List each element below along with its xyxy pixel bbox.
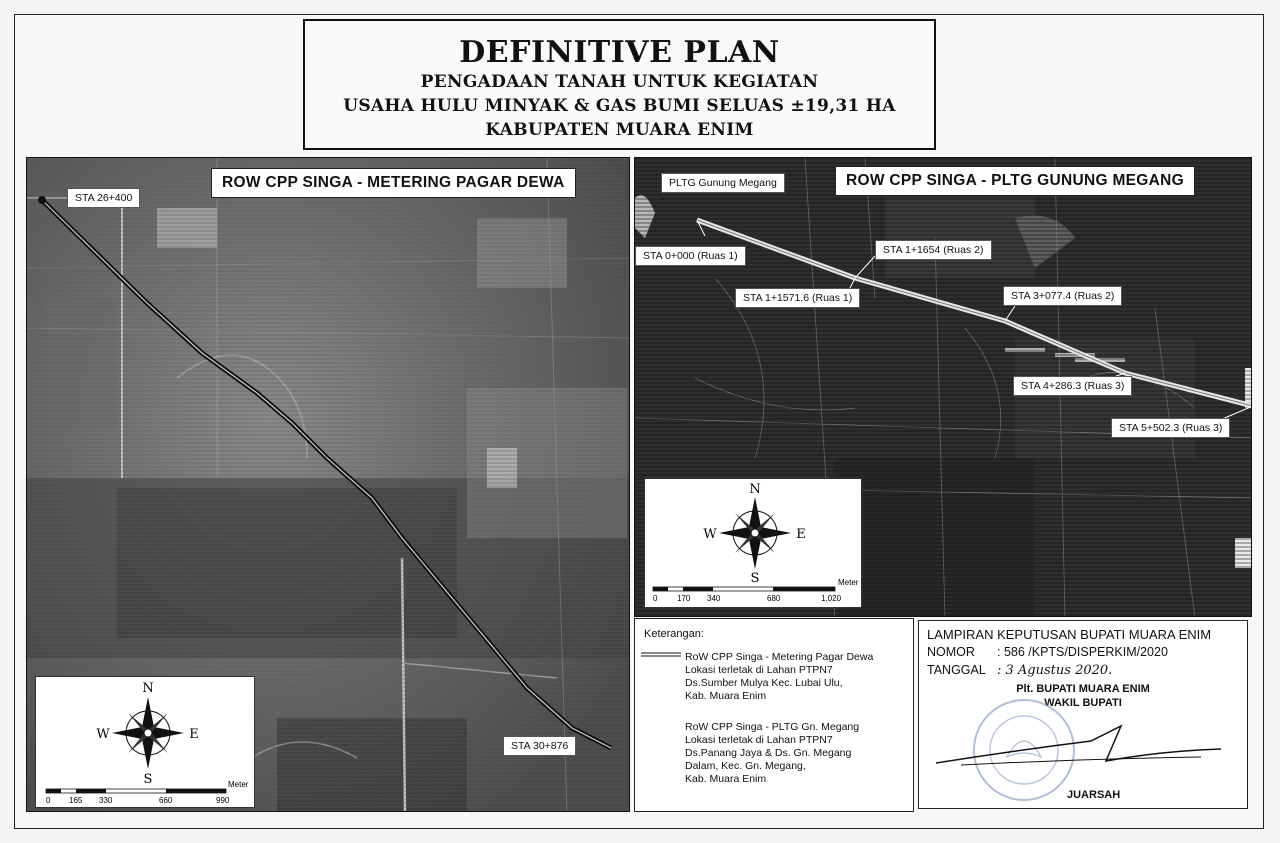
compass-w: W <box>96 727 110 742</box>
title-block <box>303 19 936 150</box>
legend-item-2-line-4: Dalam, Kec. Gn. Megang, <box>685 760 806 772</box>
legend-item-1 <box>685 651 873 703</box>
right-scale-unit: Meter <box>838 578 859 587</box>
right-scale-tick-4: 1.020 <box>821 594 842 603</box>
official-name: JUARSAH <box>1067 789 1121 801</box>
compass-s: S <box>143 772 153 787</box>
sta-label-start: STA 26+400 <box>67 188 140 208</box>
nomor-label: NOMOR <box>927 645 975 659</box>
sta-label-2: STA 1+1571.6 (Ruas 1) <box>735 288 860 308</box>
sta-label-4: STA 4+286.3 (Ruas 3) <box>1013 376 1132 396</box>
pltg-label: PLTG Gunung Megang <box>661 173 785 193</box>
sta-label-0: STA 0+000 (Ruas 1) <box>635 246 746 266</box>
right-scale-bar <box>653 587 835 591</box>
nomor-value: : 586 /KPTS/DISPERKIM/2020 <box>997 645 1168 659</box>
right-map-panel <box>634 157 1252 617</box>
compass-e: E <box>189 727 199 742</box>
lampiran-box <box>918 620 1248 809</box>
compass-rose-icon <box>36 677 256 809</box>
sta-label-1: STA 1+1654 (Ruas 2) <box>875 240 992 260</box>
sta-label-end: STA 30+876 <box>503 736 576 756</box>
tanggal-value: : 3 Agustus 2020. <box>997 663 1113 678</box>
right-compass-box <box>644 478 862 608</box>
right-scale-tick-1: 170 <box>677 594 691 603</box>
left-compass-box <box>35 676 255 808</box>
lampiran-title: LAMPIRAN KEPUTUSAN BUPATI MUARA ENIM <box>927 627 1212 642</box>
official-title: Plt. BUPATI MUARA ENIM <box>1016 683 1150 695</box>
legend-item-2-line-5: Kab. Muara Enim <box>685 773 767 785</box>
subtitle-line-1: PENGADAAN TANAH UNTUK KEGIATAN <box>420 72 819 92</box>
left-scale-tick-0: 0 <box>46 796 51 805</box>
compass-e: E <box>796 527 806 542</box>
legend-heading: Keterangan: <box>644 628 704 640</box>
subtitle-line-2: USAHA HULU MINYAK & GAS BUMI SELUAS ±19,31 HA <box>343 96 896 116</box>
left-scale-tick-2: 330 <box>99 796 113 805</box>
legend-item-2-line-2: Lokasi terletak di Lahan PTPN7 <box>685 734 833 746</box>
left-scale-bar <box>46 789 226 793</box>
tanggal-label: TANGGAL <box>927 663 986 677</box>
left-scale-unit: Meter <box>228 780 249 789</box>
left-scale-tick-1: 165 <box>69 796 83 805</box>
sta-label-5: STA 5+502.3 (Ruas 3) <box>1111 418 1230 438</box>
page-title: DEFINITIVE PLAN <box>459 35 780 70</box>
legend-item-2-line-1: RoW CPP Singa - PLTG Gn. Megang <box>685 721 860 733</box>
legend-item-1-line-3: Ds.Sumber Mulya Kec. Lubai Ulu, <box>685 677 843 689</box>
left-scale-tick-3: 660 <box>159 796 173 805</box>
left-map-panel <box>26 157 630 812</box>
subtitle-line-3: KABUPATEN MUARA ENIM <box>485 120 754 140</box>
compass-s: S <box>750 571 760 586</box>
compass-w: W <box>703 527 717 542</box>
signature-icon <box>931 721 1231 781</box>
compass-n: N <box>142 681 154 696</box>
right-map-label: ROW CPP SINGA - PLTG GUNUNG MEGANG <box>835 166 1195 196</box>
sta-label-3: STA 3+077.4 (Ruas 2) <box>1003 286 1122 306</box>
legend-item-2 <box>685 721 859 786</box>
legend-line-symbol <box>641 651 681 659</box>
compass-rose-icon <box>645 479 863 609</box>
legend-box <box>634 618 914 812</box>
legend-item-2-line-3: Ds.Panang Jaya & Ds. Gn. Megang <box>685 747 852 759</box>
left-map-label: ROW CPP SINGA - METERING PAGAR DEWA <box>211 168 576 198</box>
legend-item-1-line-2: Lokasi terletak di Lahan PTPN7 <box>685 664 833 676</box>
legend-item-1-line-4: Kab. Muara Enim <box>685 690 767 702</box>
right-scale-tick-0: 0 <box>653 594 658 603</box>
right-scale-tick-3: 680 <box>767 594 781 603</box>
left-scale-tick-4: 990 <box>216 796 230 805</box>
official-role: WAKIL BUPATI <box>1044 697 1122 709</box>
legend-item-1-line-1: RoW CPP Singa - Metering Pagar Dewa <box>685 651 874 663</box>
compass-n: N <box>749 482 761 497</box>
right-scale-tick-2: 340 <box>707 594 721 603</box>
